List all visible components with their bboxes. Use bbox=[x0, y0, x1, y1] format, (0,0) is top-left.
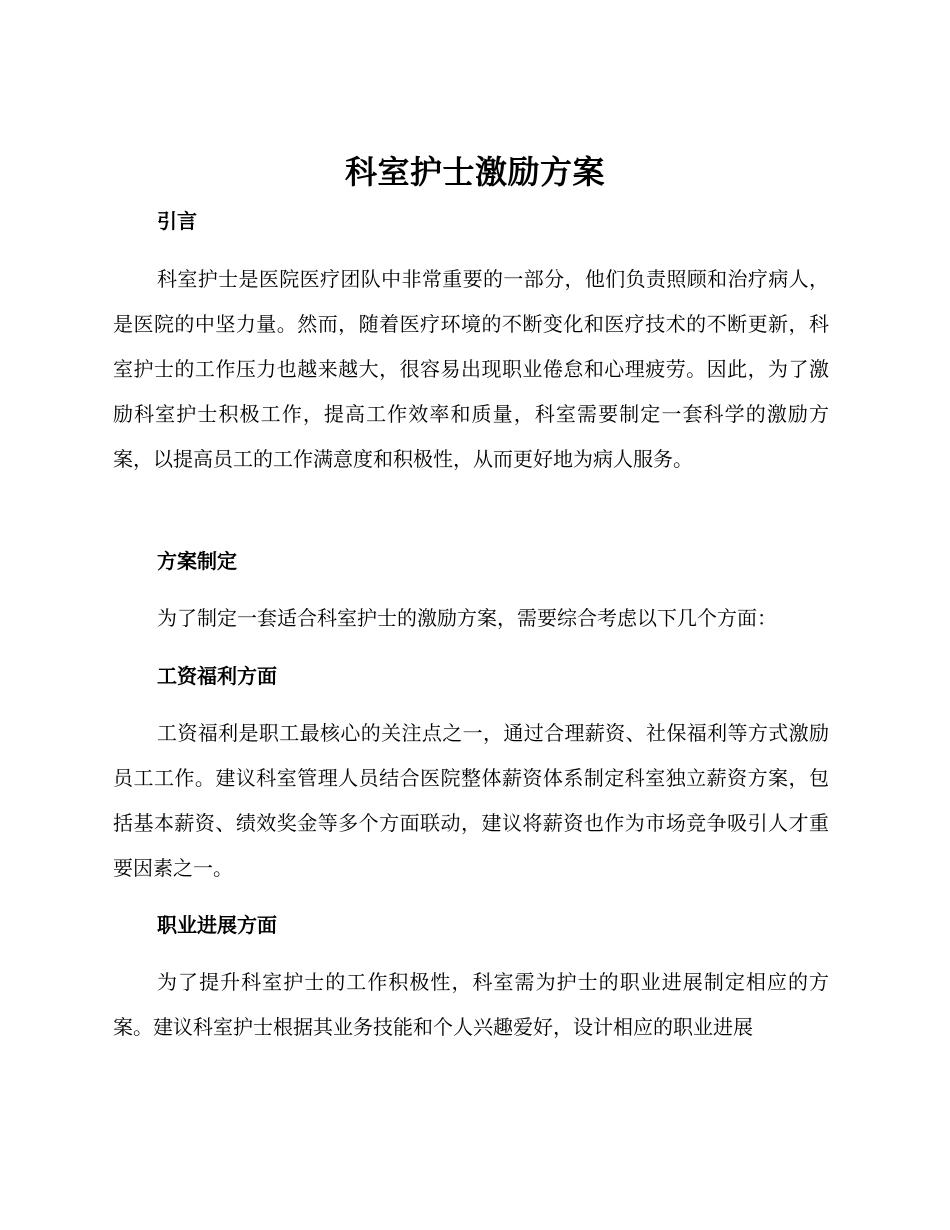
section-paragraph-salary: 工资福利是职工最核心的关注点之一，通过合理薪资、社保福利等方式激励员工工作。建议科室管理人员结合医院整体薪资体系制定科室独立薪资方案，包括基本薪资、绩效奖金等多个方面联动，建议将薪资也作为市场竞争吸引人才重要因素之一。 bbox=[113, 721, 829, 880]
section-heading-introduction: 引言 bbox=[157, 209, 197, 233]
section-heading-career: 职业进展方面 bbox=[157, 913, 277, 937]
section-heading-salary: 工资福利方面 bbox=[157, 664, 277, 688]
document-title: 科室护士激励方案 bbox=[344, 153, 605, 191]
section-paragraph-plan: 为了制定一套适合科室护士的激励方案，需要综合考虑以下几个方面： bbox=[157, 606, 777, 630]
section-paragraph-introduction: 科室护士是医院医疗团队中非常重要的一部分，他们负责照顾和治疗病人，是医院的中坚力量。然而，随着医疗环境的不断变化和医疗技术的不断更新，科室护士的工作压力也越来越大，很容易出现职业倦怠和心理疲劳。因此，为了激励科室护士积极工作，提高工作效率和质量，科室需要制定一套科学的激励方案，以提高员工的工作满意度和积极性，从而更好地为病人服务。 bbox=[113, 267, 829, 471]
section-paragraph-career: 为了提升科室护士的工作积极性，科室需为护士的职业进展制定相应的方案。建议科室护士根据其业务技能和个人兴趣爱好，设计相应的职业进展 bbox=[113, 970, 829, 1039]
section-heading-plan: 方案制定 bbox=[157, 549, 237, 573]
